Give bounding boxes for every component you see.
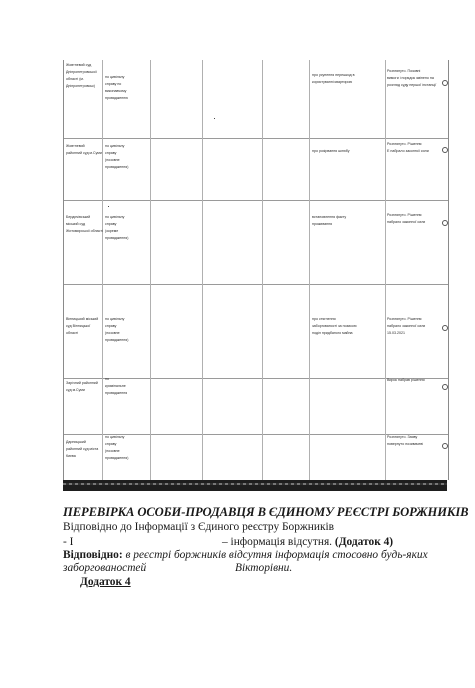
table-cell xyxy=(202,434,263,480)
table-cell xyxy=(150,378,203,434)
text-line-1: Відповідно до Інформації з Єдиного реєстру Боржників xyxy=(63,521,335,533)
table-cell xyxy=(262,284,310,378)
text-line-4-left: заборгованостей xyxy=(63,562,147,574)
scan-speck xyxy=(108,206,109,207)
court-name: Жовтневий районний суд м.Суми xyxy=(66,144,102,155)
table-cell xyxy=(385,378,442,434)
text-line-2-left: - І xyxy=(63,536,74,548)
table-cell xyxy=(309,434,386,480)
scan-band-texture xyxy=(63,483,447,485)
info-absent-text: – інформація відсутня. xyxy=(222,536,333,548)
proceeding-type: по цивільну справу (окреме провадження) xyxy=(105,215,129,240)
table-cell xyxy=(150,200,203,284)
court-name: Жовтневий суд Дніпропетровської області (м. Дніпропетровськ) xyxy=(66,63,97,88)
table-cell xyxy=(150,284,203,378)
court-name: Зарічний районний суд м.Суми xyxy=(66,381,98,392)
proceeding-type: по цивільну справу по виконавчому провадженню xyxy=(105,75,128,100)
radio-icon xyxy=(442,147,448,153)
table-row xyxy=(64,378,448,435)
case-status: Вирок набрав рішення xyxy=(387,378,425,382)
table-cell xyxy=(202,284,263,378)
table-cell xyxy=(102,200,151,284)
table-row xyxy=(64,284,448,379)
attachment-label: Додаток 4 xyxy=(80,576,131,588)
table-cell xyxy=(150,434,203,480)
proceeding-type: по цивільну справу (позовне провадження) xyxy=(105,435,129,460)
table-cell xyxy=(202,138,263,200)
accordingly-label: Відповідно: xyxy=(63,549,123,561)
table-cell xyxy=(202,60,263,138)
text-line-3 xyxy=(63,549,428,561)
scan-speck xyxy=(214,118,215,119)
proceeding-type: по кримінальне провадження xyxy=(105,377,128,395)
table-row xyxy=(64,60,448,139)
case-status: Розглянуто. Рішення набрало законної сили 15.03.2021 xyxy=(387,317,426,335)
table-cell xyxy=(262,378,310,434)
case-status: Розглянуто. Заяву повернуто позивачеві xyxy=(387,435,424,446)
case-subject: про усунення перешкод в користуванні квартирою xyxy=(312,73,355,84)
table-cell xyxy=(309,378,386,434)
attachment-ref: (Додаток 4) xyxy=(334,536,394,548)
table-cell xyxy=(262,200,310,284)
section-heading: ПЕРЕВІРКА ОСОБИ-ПРОДАВЦЯ В ЄДИНОМУ РЕЄСТРІ БОРЖНИКІВ xyxy=(63,505,469,519)
table-row xyxy=(64,138,448,201)
radio-icon xyxy=(442,325,448,331)
text-line-2-right xyxy=(222,536,393,548)
table-cell xyxy=(150,60,203,138)
table-cell xyxy=(64,200,102,284)
radio-icon xyxy=(442,80,448,86)
court-name: Бердичівський міський суд Житомирської області xyxy=(66,215,103,233)
text-line-4-right: Вікторівни. xyxy=(235,562,293,574)
case-subject: встановлення факту проживання xyxy=(312,215,347,226)
case-status: Розглянуто. Рішення Е набрало законної сили xyxy=(387,142,429,153)
table-cell xyxy=(202,378,263,434)
table-row xyxy=(64,200,448,285)
scan-dark-band xyxy=(63,480,447,491)
radio-icon xyxy=(442,220,448,226)
registry-statement: в реєстрі боржників відсутня інформація стосовно будь-яких xyxy=(125,549,428,561)
radio-icon xyxy=(442,384,448,390)
case-status: Розглянуто. Рішення набрало законної сили xyxy=(387,213,426,224)
case-subject: про розірвання шлюбу xyxy=(312,149,350,153)
court-cases-table xyxy=(63,60,449,480)
proceeding-type: по цивільну справу (позовне провадження) xyxy=(105,144,129,169)
proceeding-type: по цивільну справу (позовне провадження) xyxy=(105,317,129,342)
table-cell xyxy=(262,60,310,138)
table-row xyxy=(64,434,448,480)
table-cell xyxy=(150,138,203,200)
radio-icon xyxy=(442,443,448,449)
table-cell xyxy=(309,200,386,284)
court-name: Вінницький міський суд Вінницької області xyxy=(66,317,99,335)
court-name: Дарницький районний суд міста Києва xyxy=(66,440,99,458)
table-cell xyxy=(202,200,263,284)
case-status: Розглянуто. Позовні вимоги і порядок змінено на розгляд суду першої інстанції xyxy=(387,69,437,87)
table-cell xyxy=(262,138,310,200)
table-cell xyxy=(262,434,310,480)
case-subject: про стягнення заборгованості за позикою поділ придбаного майна xyxy=(312,317,357,335)
